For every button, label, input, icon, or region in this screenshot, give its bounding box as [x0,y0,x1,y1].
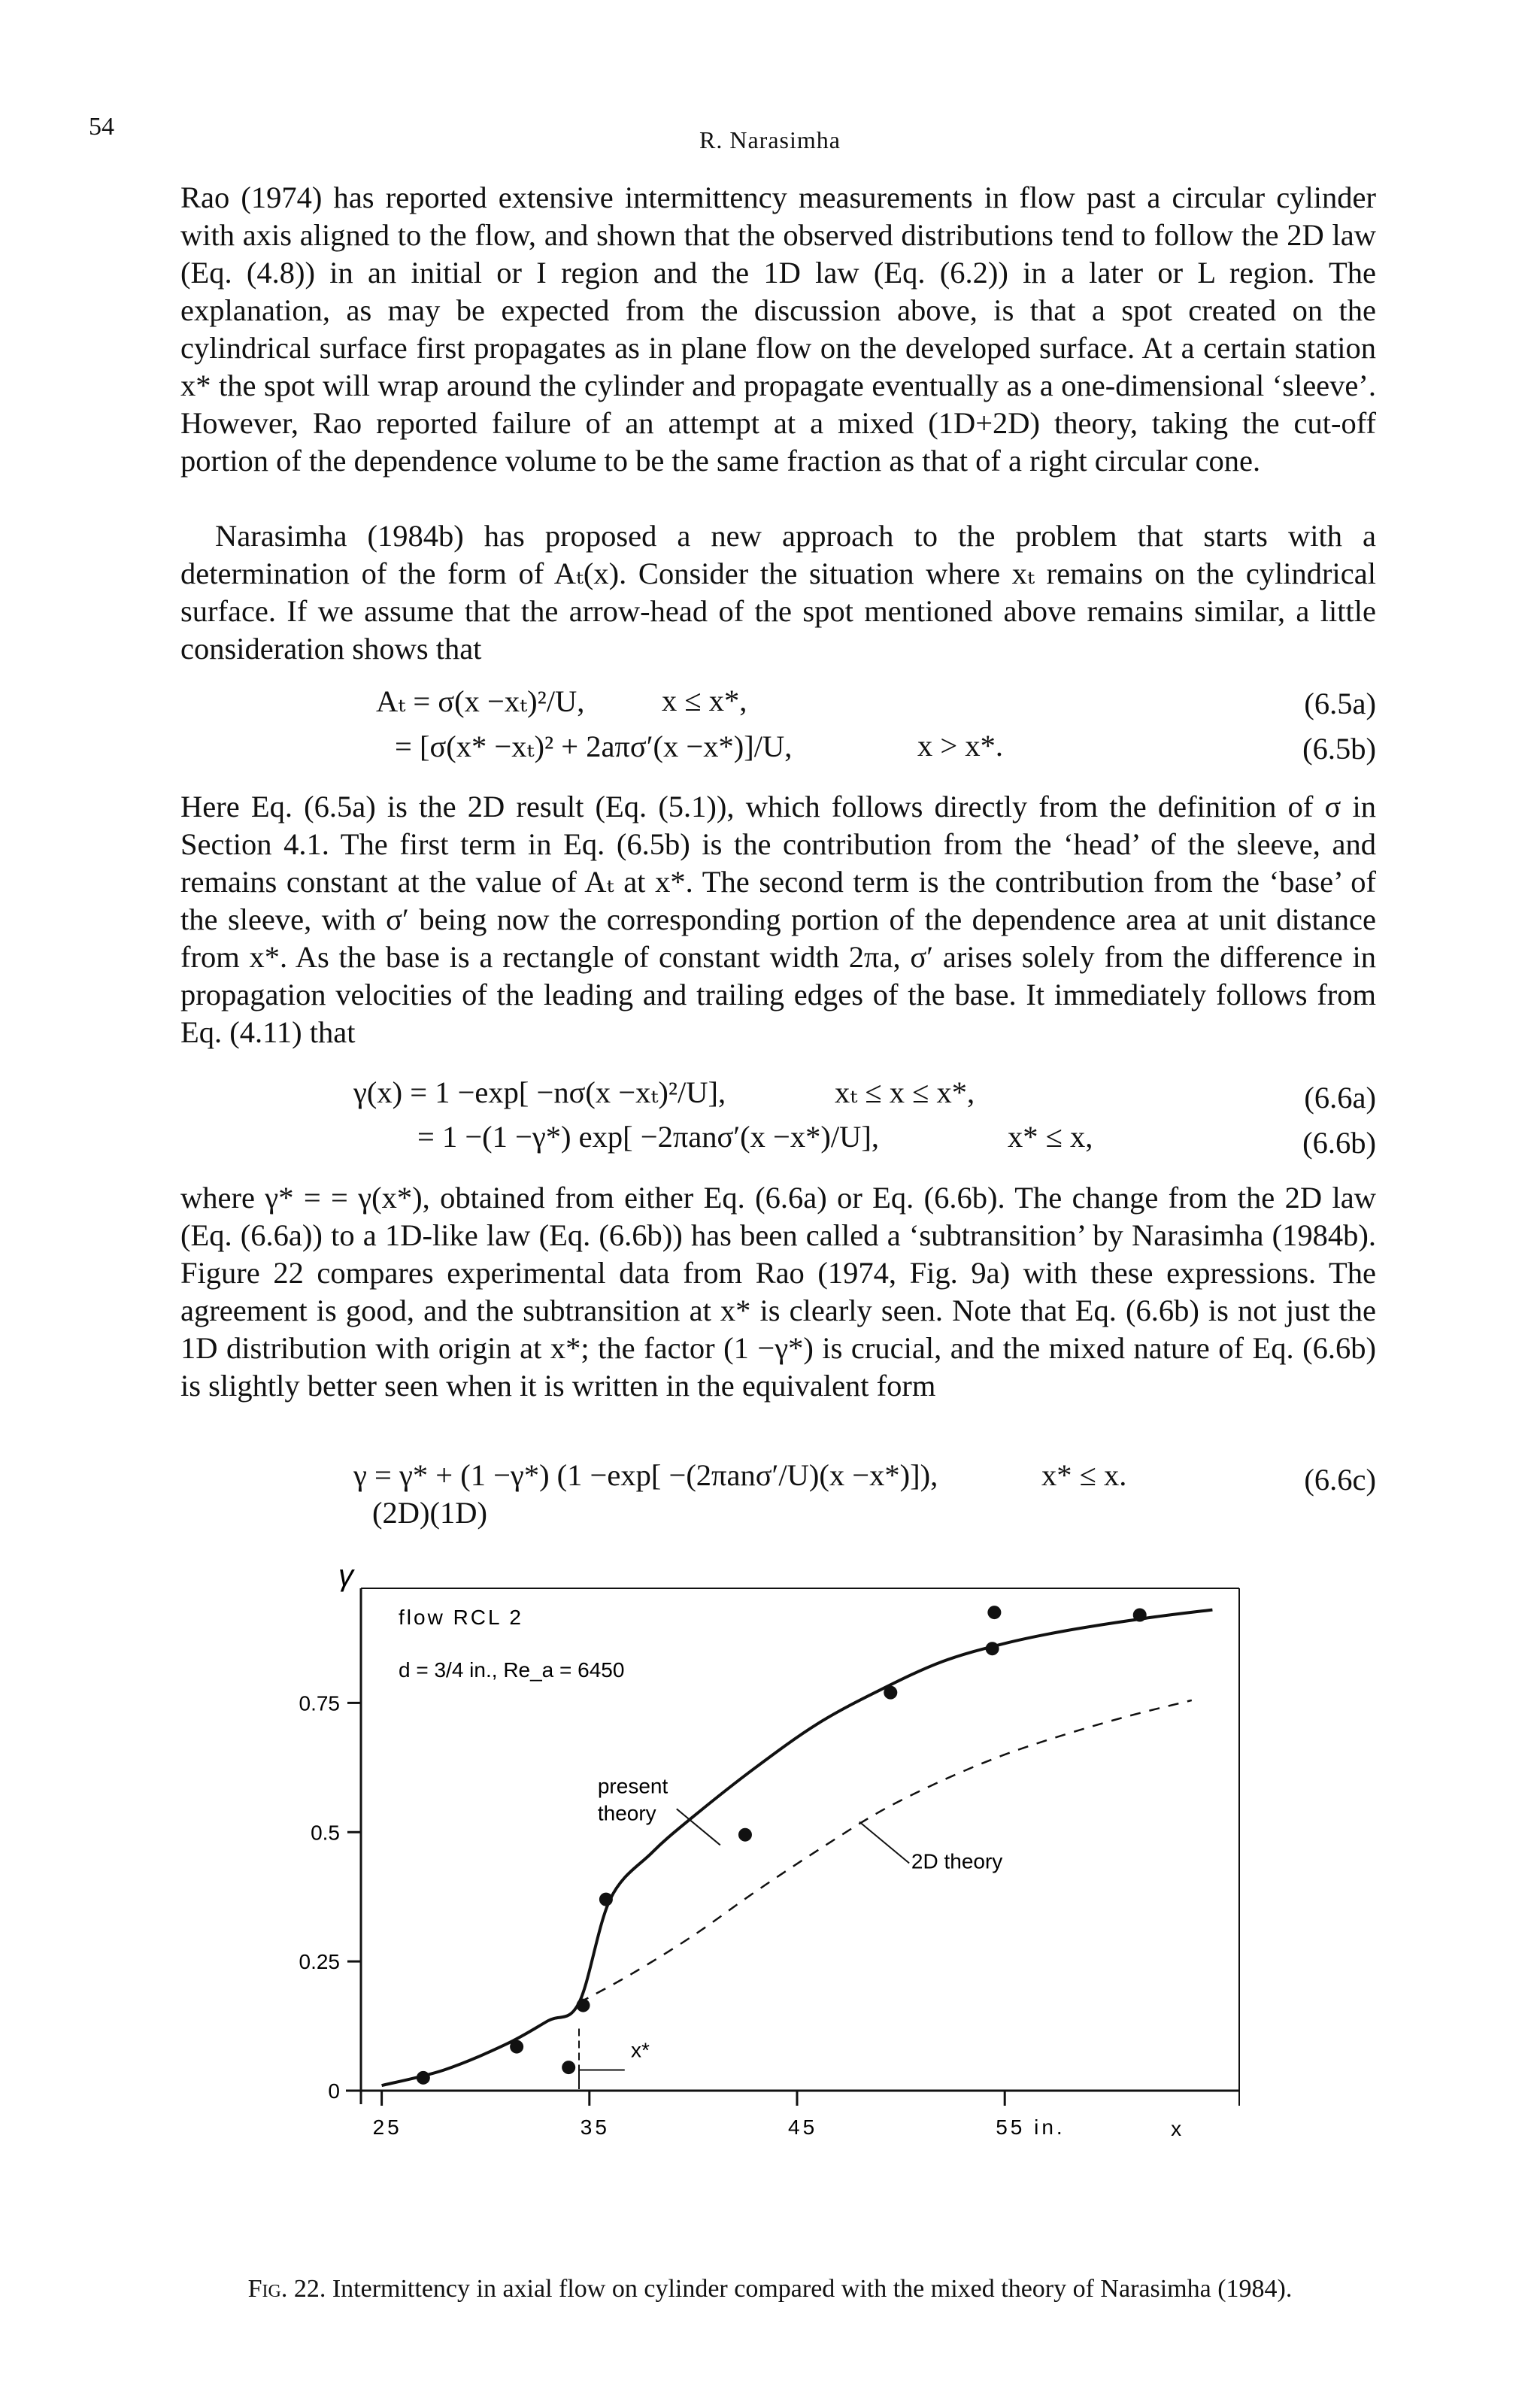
paragraph-1 [180,179,1376,480]
x-tick-label: 55 in. [996,2115,1066,2139]
caption-text: Intermittency in axial flow on cylinder compared with the mixed theory of Narasimha (1984). [332,2275,1293,2303]
equation-6-6c-number: (6.6c) [1304,1463,1376,1497]
equation-6-6b-number: (6.6b) [1302,1126,1376,1160]
paragraph-3 [180,788,1376,1051]
label-theory: theory [597,1801,656,1825]
paragraph-4 [180,1179,1376,1405]
xstar-label: x* [631,2038,650,2062]
data-point [738,1828,752,1842]
annotation-flow: flow RCL 2 [399,1606,523,1629]
equation-6-5b: = [σ(x* −xₜ)² + 2aπσ′(x −x*)]/U, [395,729,793,763]
data-point [510,2040,523,2054]
equation-6-5a-condition: x ≤ x*, [662,684,747,717]
x-tick-label: 25 [372,2115,402,2139]
x-tick-label: 35 [580,2115,610,2139]
x-axis-label: x [1171,2117,1182,2140]
label-2d-theory: 2D theory [911,1849,1003,1873]
data-point [987,1606,1001,1619]
y-tick-label: 0.25 [299,1950,340,1974]
equation-6-5b-condition: x > x*. [917,729,1003,763]
leader-line-present-theory [677,1809,720,1845]
series-line-2d-theory [579,1700,1192,2003]
data-point [577,1999,590,2012]
equation-6-6b: = 1 −(1 −γ*) exp[ −2πanσ′(x −x*)/U], [417,1120,879,1154]
caption-label: Fig. 22. [247,2275,326,2303]
page-number: 54 [89,113,114,141]
leader-line-2d-theory [859,1822,909,1864]
paragraph-1-text: Rao (1974) has reported extensive intermittency measurements in flow past a circular cylinder with axis aligned to the flow, and shown that the observed distributions tend to follow the 2D law (Eq. (4.8)) in an initial or I region and the 1D law (Eq. (6.2)) in a later or L region. The explanation, as may be expected from the discussion above, is that a spot created on the cylindrical surface first propagates as in plane flow on the developed surface. At a certain station x* the spot will wrap around the cylinder and propagate eventually as a one-dimensional ‘sleeve’. However, Rao reported failure of an attempt at a mixed (1D+2D) theory, taking the cut-off portion of the dependence volume to be the same fraction as that of a right circular cone. [180,180,1376,478]
equation-6-6a-number: (6.6a) [1304,1081,1376,1115]
data-point [599,1893,613,1906]
y-ticks-group [299,1691,362,2103]
data-point [986,1642,999,1655]
label-present: present [597,1774,668,1798]
equation-6-6c-condition: x* ≤ x. [1041,1458,1127,1492]
running-head: R. Narasimha [699,126,841,153]
y-tick-label: 0.5 [311,1821,340,1845]
y-axis-label: γ [338,1559,353,1592]
equation-6-6a-condition: xₜ ≤ x ≤ x*, [835,1075,975,1109]
equation-6-5a-number: (6.5a) [1304,687,1376,720]
figure-22-chart [256,1549,1293,2226]
x-tick-label: 45 [788,2115,818,2139]
x-ticks-group [373,2091,1066,2139]
equation-6-5b-number: (6.5b) [1302,732,1376,766]
annotation-params: d = 3/4 in., Re_a = 6450 [399,1658,625,1682]
equation-6-6c: γ = γ* + (1 −γ*) (1 −exp[ −(2πanσ′/U)(x −x*)]), [353,1458,938,1492]
paragraph-2-text: Narasimha (1984b) has proposed a new approach to the problem that starts with a determination of the form of Aₜ(x). Consider the situation where xₜ remains on the cylindrical surface. If we assume that the arrow-head of the spot mentioned above remains similar, a little consideration shows that [180,519,1376,666]
xstar-arrow [579,2070,625,2090]
equation-6-6a: γ(x) = 1 −exp[ −nσ(x −xₜ)²/U], [353,1075,726,1109]
y-tick-label: 0.75 [299,1691,340,1715]
y-tick-label: 0 [328,2079,340,2103]
data-point [884,1686,897,1700]
figure-caption [0,2275,1540,2303]
data-point [562,2061,575,2074]
data-point [1133,1609,1147,1622]
paragraph-2 [180,517,1376,668]
equation-6-5a: Aₜ = σ(x −xₜ)²/U, [376,684,585,718]
equation-6-6b-condition: x* ≤ x, [1008,1120,1093,1154]
data-point [417,2071,430,2085]
paragraph-3-text: Here Eq. (6.5a) is the 2D result (Eq. (5.1)), which follows directly from the definition of σ in Section 4.1. The first term in Eq. (6.5b) is the contribution from the ‘head’ of the sleeve, and remains constant at the value of Aₜ at x*. The second term is the contribution from the ‘base’ of the sleeve, with σ′ being now the corresponding portion of the dependence area at unit distance from x*. As the base is a rectangle of constant width 2πa, σ′ arises solely from the difference in propagation velocities of the leading and trailing edges of the base. It immediately follows from Eq. (4.11) that [180,790,1376,1049]
equation-6-6c-brace-labels: (2D)(1D) [372,1496,487,1530]
paragraph-4-text: where γ* = = γ(x*), obtained from either Eq. (6.6a) or Eq. (6.6b). The change from the 2D law (Eq. (6.6a)) to a 1D-like law (Eq. (6.6b)) has been called a ‘subtransition’ by Narasimha (1984b). Figure 22 compares experimental data from Rao (1974, Fig. 9a) with these expressions. The agreement is good, and the subtransition at x* is clearly seen. Note that Eq. (6.6b) is not just the 1D distribution with origin at x*; the factor (1 −γ*) is crucial, and the mixed nature of Eq. (6.6b) is slightly better seen when it is written in the equivalent form [180,1181,1376,1403]
